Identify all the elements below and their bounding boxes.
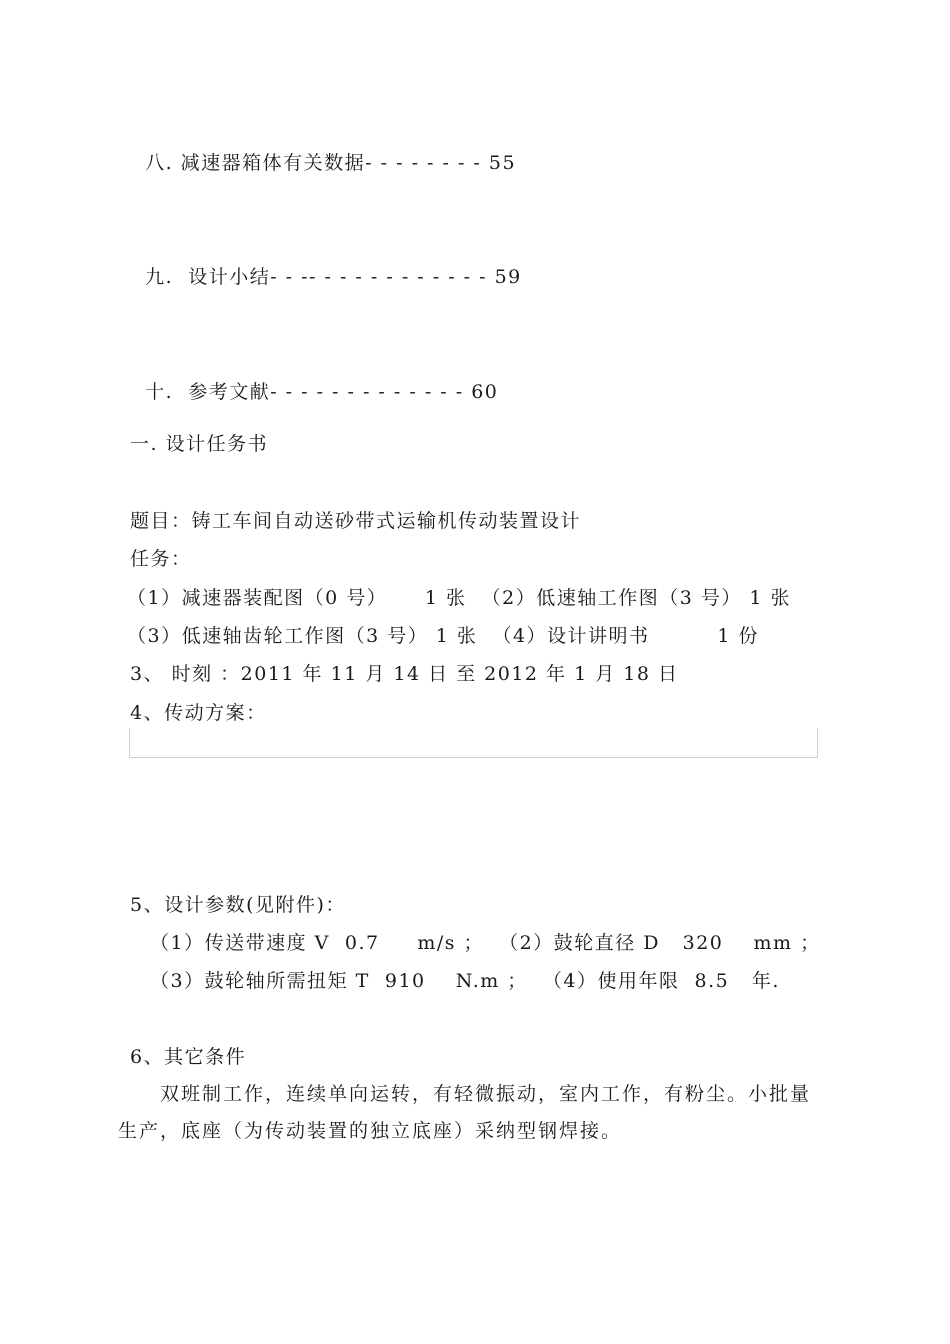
toc-entry [130,356,498,404]
toc-entry [130,241,522,289]
section-heading: 一. 设计任务书 [130,433,269,455]
toc-leader: - - -- - - - - - - - - - - - [270,266,495,288]
toc-page: 59 [494,266,522,288]
toc-label: 八. 减速器箱体有关数据 [145,152,366,174]
other-heading: 6、其它条件 [130,1046,247,1068]
toc-label: 九. 设计小结 [145,266,271,288]
time-line: 3、 时刻 ：2011 年 11 月 14 日 至 2012 年 1 月 18 日 [130,663,679,685]
toc-page: 55 [488,152,517,174]
task-line: （1）减速器装配图（0 号） 1 张 （2）低速轴工作图（3 号） 1 张 [127,587,792,609]
toc-leader: - - - - - - - - [365,152,489,174]
params-line: （3）鼓轮轴所需扭矩 T 910 N.m ； （4）使用年限 8.5 年. [150,970,780,992]
task-line: （3）低速轴齿轮工作图（3 号） 1 张 （4）设计讲明书 1 份 [127,625,760,647]
toc-leader: - - - - - - - - - - - - - [270,381,472,403]
params-heading: 5、设计参数(见附件)： [130,894,346,916]
other-conditions-paragraph: 双班制工作，连续单向运转，有轻微振动，室内工作，有粉尘。小批量生产，底座（为传动装置的独立底座）采纳型钢焊接。 [118,1083,812,1142]
toc-entry [130,127,516,175]
scheme-heading: 4、传动方案： [130,702,267,724]
transmission-scheme-frame [129,728,818,758]
topic-line: 题目：铸工车间自动送砂带式运输机传动装置设计 [130,510,582,532]
toc-page: 60 [471,381,499,403]
toc-label: 十. 参考文献 [145,381,271,403]
task-label: 任务： [130,548,192,570]
params-line: （1）传送带速度 V 0.7 m/s ； （2）鼓轮直径 D 320 mm ； [150,932,821,954]
